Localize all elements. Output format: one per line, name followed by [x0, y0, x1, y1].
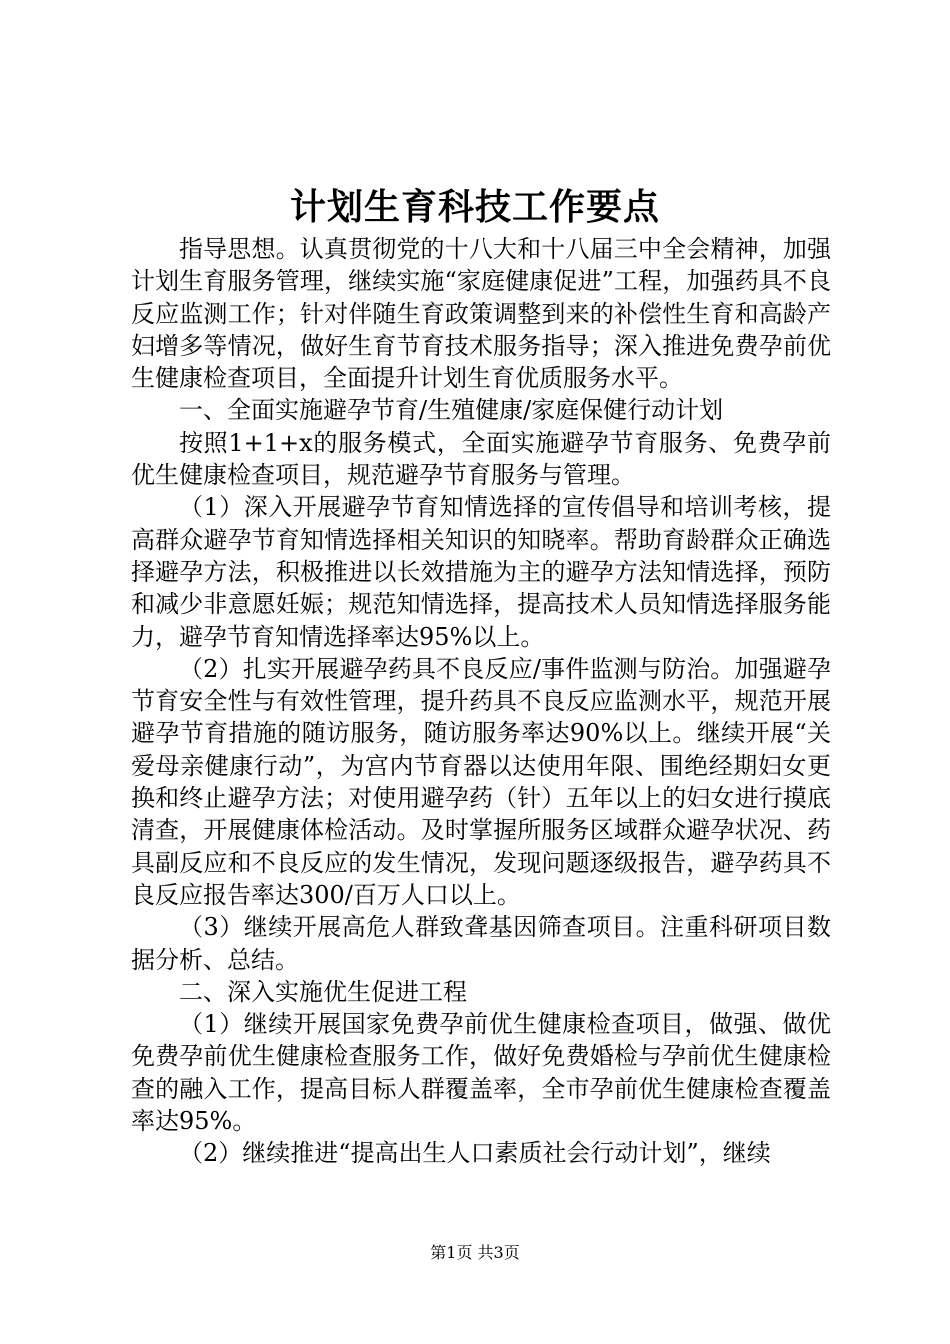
paragraph-guiding-ideology: 指导思想。认真贯彻党的十八大和十八届三中全会精神，加强计划生育服务管理，继续实施“家庭健康促进”工程，加强药具不良反应监测工作；针对伴随生育政策调整到来的补偿性生育和高龄产妇增多等情况，做好生育节育技术服务指导；深入推进免费孕前优生健康检查项目，全面提升计划生育优质服务水平。: [131, 235, 831, 393]
page-number-footer: 第1页 共3页: [430, 1243, 520, 1262]
section-heading-1: 一、全面实施避孕节育/生殖健康/家庭保健行动计划: [179, 396, 724, 425]
document-body: [131, 233, 831, 1170]
paragraph-item-2-1: （1）继续开展国家免费孕前优生健康检查项目，做强、做优免费孕前优生健康检查服务工作，做好免费婚检与孕前优生健康检查的融入工作，提高目标人群覆盖率，全市孕前优生健康检查覆盖率达95%。: [131, 1010, 831, 1136]
paragraph-service-model: 按照1+1+x的服务模式，全面实施避孕节育服务、免费孕前优生健康检查项目，规范避孕节育服务与管理。: [131, 428, 831, 490]
paragraph-item-3: （3）继续开展高危人群致聋基因筛查项目。注重科研项目数据分析、总结。: [131, 913, 831, 974]
paragraph-item-2: （2）扎实开展避孕药具不良反应/事件监测与防治。加强避孕节育安全性与有效性管理，提升药具不良反应监测水平，规范开展避孕节育措施的随访服务，随访服务率达90%以上。继续开展“关爱母亲健康行动”，为宫内节育器以达使用年限、围绝经期妇女更换和终止避孕方法；对使用避孕药（针）五年以上的妇女进行摸底清查，开展健康体检活动。及时掌握所服务区域群众避孕状况、药具副反应和不良反应的发生情况，发现问题逐级报告，避孕药具不良反应报告率达300/百万人口以上。: [131, 654, 831, 909]
paragraph-item-1: （1）深入开展避孕节育知情选择的宣传倡导和培训考核，提高群众避孕节育知情选择相关知识的知晓率。帮助育龄群众正确选择避孕方法，积极推进以长效措施为主的避孕方法知情选择，预防和减少非意愿妊娠；规范知情选择，提高技术人员知情选择服务能力，避孕节育知情选择率达95%以上。: [131, 493, 831, 651]
section-heading-2: 二、深入实施优生促进工程: [179, 977, 467, 1006]
document-title: 计划生育科技工作要点: [289, 186, 660, 228]
paragraph-item-2-2: （2）继续推进“提高出生人口素质社会行动计划”，继续: [179, 1139, 771, 1168]
